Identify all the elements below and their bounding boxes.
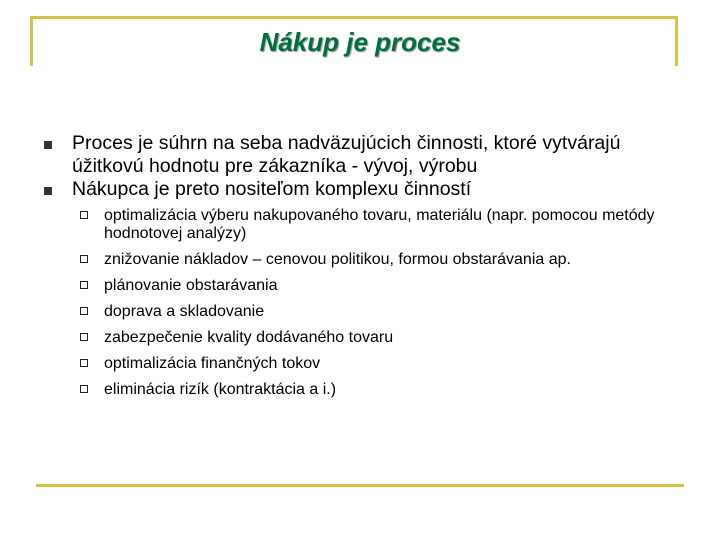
checkbox-bullet-icon xyxy=(80,307,88,315)
bullet-text: Nákupca je preto nositeľom komplexu činností xyxy=(72,178,472,200)
sub-bullet-text: optimalizácia finančných tokov xyxy=(104,355,321,372)
sub-bullet-list xyxy=(80,207,694,399)
checkbox-bullet-icon xyxy=(80,385,88,393)
slide-content xyxy=(44,132,694,407)
sub-bullet-item xyxy=(80,381,694,399)
sub-bullet-item xyxy=(80,277,694,295)
sub-bullet-text: zabezpečenie kvality dodávaného tovaru xyxy=(104,329,394,346)
checkbox-bullet-icon xyxy=(80,255,88,263)
sub-bullet-item xyxy=(80,251,694,269)
bullet-item xyxy=(44,132,694,178)
checkbox-bullet-icon xyxy=(80,359,88,367)
bullet-item xyxy=(44,178,694,201)
checkbox-bullet-icon xyxy=(80,211,88,219)
frame-bottom-line xyxy=(36,484,684,487)
sub-bullet-text: plánovanie obstarávania xyxy=(104,277,278,294)
sub-bullet-item xyxy=(80,329,694,347)
bullet-text: Proces je súhrn na seba nadväzujúcich činnosti, ktoré vytvárajú úžitkovú hodnotu pre zákazníka - vývoj, výrobu xyxy=(72,132,621,177)
sub-bullet-text: doprava a skladovanie xyxy=(104,303,265,320)
checkbox-bullet-icon xyxy=(80,281,88,289)
square-bullet-icon xyxy=(44,141,52,149)
sub-bullet-item xyxy=(80,207,694,243)
sub-bullet-text: znižovanie nákladov – cenovou politikou, formou obstarávania ap. xyxy=(104,251,571,268)
sub-bullet-item xyxy=(80,303,694,321)
slide-title: Nákup je proces xyxy=(259,27,461,57)
sub-bullet-item xyxy=(80,355,694,373)
square-bullet-icon xyxy=(44,187,52,195)
sub-bullet-text: eliminácia rizík (kontraktácia a i.) xyxy=(104,381,337,398)
frame-top-line xyxy=(30,16,678,19)
sub-bullet-text: optimalizácia výberu nakupovaného tovaru, materiálu (napr. pomocou metódy hodnotovej analýzy) xyxy=(104,207,655,242)
checkbox-bullet-icon xyxy=(80,333,88,341)
